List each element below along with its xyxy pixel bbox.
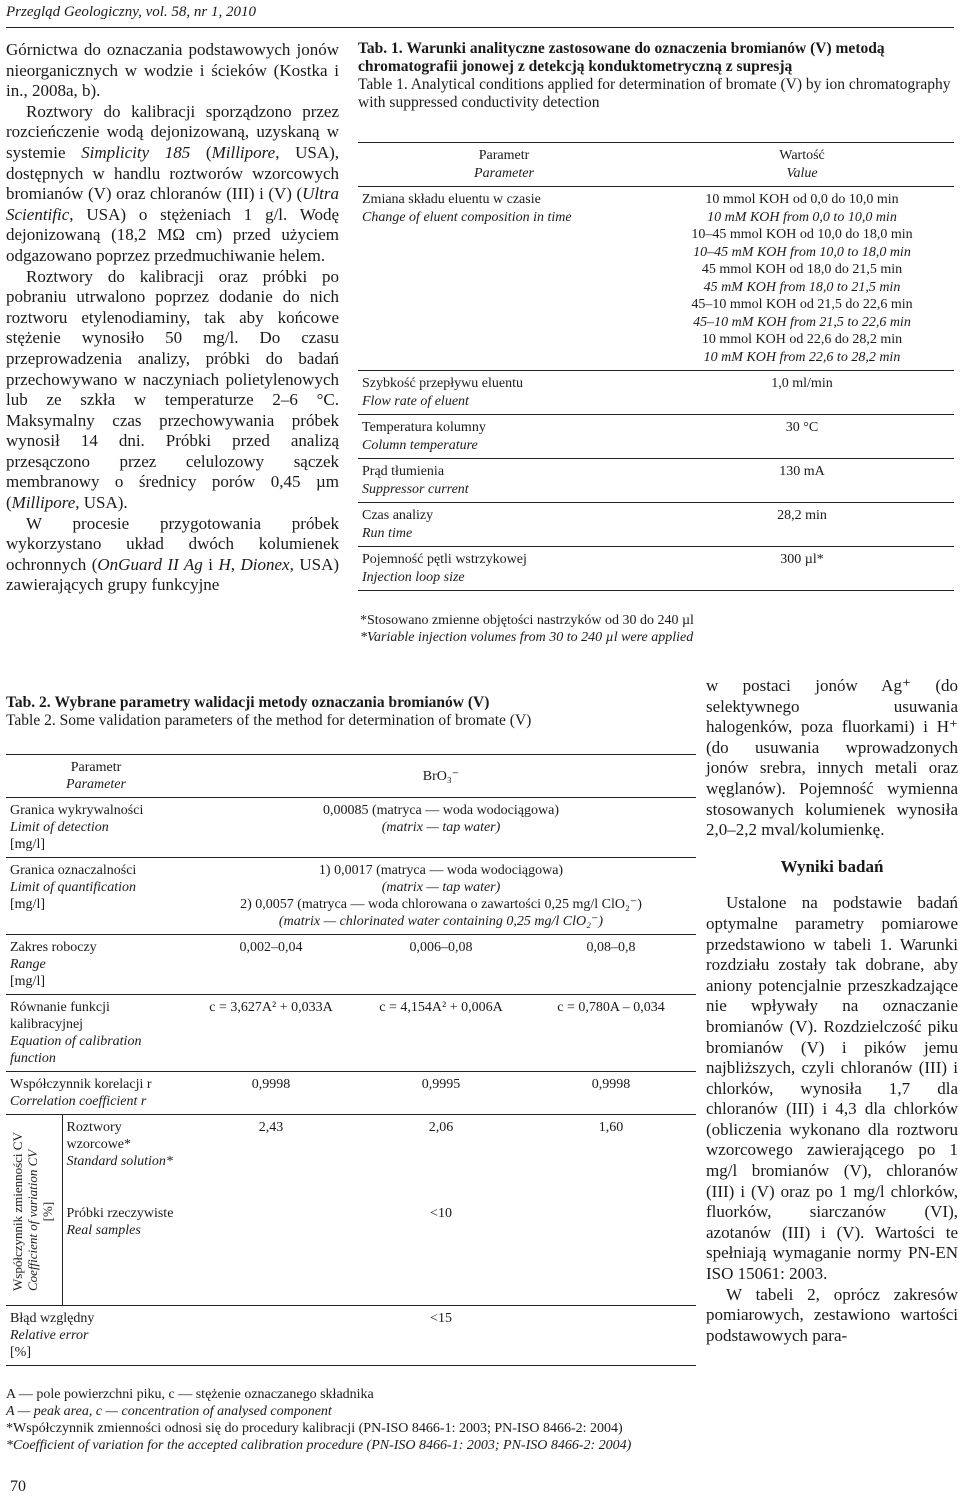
table1-param-cell	[358, 415, 650, 459]
table1-row	[358, 371, 954, 415]
journal-header: Przegląd Geologiczny, vol. 58, nr 1, 2010	[6, 4, 256, 20]
caption-text-pl: Wybrane parametry walidacji metody oznaczania bromianów (V)	[54, 694, 490, 711]
paragraph: Ustalone na podstawie badań optymalne parametry pomiarowe przedstawiono w tabeli 1. Warunki rozdziału zostały tak dobrane, aby aniony potencjalnie przeszkadzające nie wpływały na oznaczanie bromianów (V). Rozdzielczość piku bromianów (V) i pików jemu najbliższych, czyli chloranów (III) i chlorków, wynosiła 1,7 dla chloranów (III) i 4,3 dla chlorków (obliczenia wykonano dla roztworu wzorcowego zawierającego po 1 mg/l bromianów (V), chloranów (III) i (V) oraz po 1 mg/l chlorków, fluorków, siarczanów (VI), azotanów (III) i (V). Wartości te spełniają wymaganie normy PN-EN ISO 15061: 2003.	[706, 893, 958, 1284]
table2-row-correlation	[6, 1072, 696, 1115]
footnote-pl: *Stosowano zmienne objętości nastrzyków od 30 do 240 µl	[360, 613, 694, 628]
paragraph: w postaci jonów Ag⁺ (do selektywnego usuwania halogenków, poza fluorkami) i H⁺ (do usuwania wprowadzonych jonów srebra, innych metali oraz węglanów). Pojemność wymienna stosowanych kolumienek wynosiła 2,0–2,2 mval/kolumienkę.	[706, 676, 958, 840]
paragraph	[6, 102, 339, 267]
table2-value-cell: 0,9998	[591, 1077, 631, 1092]
header-rule	[6, 27, 954, 28]
table2-head-bro3: BrO₃⁻	[422, 768, 460, 784]
table1-row	[358, 187, 954, 371]
param-pl: Współczynnik korelacji r	[10, 1077, 152, 1092]
param-pl: Temperatura kolumny	[362, 420, 486, 435]
table2-row-range	[6, 935, 696, 995]
table2-value-cell: 0,08–0,8	[586, 940, 636, 955]
text-span: i	[202, 554, 219, 574]
param-en: Real samples	[66, 1223, 141, 1238]
table1-value-cell: 30 °C	[785, 420, 819, 435]
table2-value-cell: 0,006–0,08	[409, 940, 473, 955]
value-line: 10–45 mmol KOH od 10,0 do 18,0 min	[691, 227, 913, 242]
table2-row-loq	[6, 858, 696, 935]
paragraph	[6, 267, 339, 514]
caption-text-pl: Warunki analityczne zastosowane do oznaczenia bromianów (V) metodą chromatografii jonowej z detekcją konduktometryczną z supresją	[358, 40, 885, 75]
footnote-en: *Variable injection volumes from 30 to 240 µl were applied	[360, 630, 694, 645]
table1-row	[358, 503, 954, 547]
table2-value-cell	[186, 858, 696, 935]
text-span: ,	[230, 554, 241, 574]
text-span-italic: Ultra Scientific	[6, 184, 339, 224]
text-span: Roztwory do kalibracji sporządzono przez rozcieńczenie wodą dejonizowaną, uzyskaną w systemie	[6, 101, 339, 162]
table1-head-param	[358, 143, 650, 187]
table2-param-cell	[6, 858, 186, 935]
table2-value-cell: c = 4,154A² + 0,006A	[379, 1000, 503, 1015]
table1-value-cell	[650, 187, 954, 371]
param-en: Injection loop size	[362, 569, 465, 585]
table1-head-value	[650, 143, 954, 187]
table2-row-equation	[6, 995, 696, 1072]
value-pl: 2) 0,0057 (matryca — woda chlorowana o zawartości 0,25 mg/l ClO₂⁻)	[240, 897, 642, 912]
table2-caption-pl	[6, 694, 696, 712]
table1-row	[358, 415, 954, 459]
table2-value-cell: c = 3,627A² + 0,033A	[209, 1000, 333, 1015]
caption-label: Tab. 1.	[358, 40, 403, 57]
param-pl: Próbki rzeczywiste	[66, 1206, 174, 1221]
table2-value-cell: c = 0,780A – 0,034	[557, 1000, 665, 1015]
table1-footnote	[360, 612, 956, 646]
text-span-italic: Simplicity 185	[81, 142, 191, 162]
param-en: Suppressor current	[362, 481, 469, 497]
table2-cv-vertical-cell	[6, 1115, 62, 1306]
text-span: W procesie przygotowania próbek wykorzystano układ dwóch kolumienek ochronnych (	[6, 513, 339, 574]
value-en: (matrix — tap water)	[381, 880, 501, 895]
param-unit: [mg/l]	[10, 897, 45, 912]
table1-value-cell: 1,0 ml/min	[771, 376, 833, 391]
text-span: (	[190, 142, 212, 162]
table2-caption	[6, 694, 696, 730]
table1-value-cell: 300 µl*	[780, 552, 824, 567]
param-unit: [mg/l]	[10, 974, 45, 989]
table2-value-cell: <10	[430, 1206, 452, 1221]
head-en: Parameter	[474, 165, 534, 181]
text-span: , USA), dostępnych w handlu roztworów wzorcowych bromianów (V) oraz chloranów (III) i (V) (	[6, 142, 340, 204]
param-pl: Błąd względny	[10, 1311, 95, 1326]
table1-param-cell	[358, 547, 650, 591]
text-span-italic: Millipore	[211, 142, 276, 162]
text-span: Roztwory do kalibracji oraz próbki po pobraniu utrwalono poprzez dodanie do nich roztworu etylenodiaminy, tak aby końcowe stężenie wynosiło 50 mg/l. Do czasu przeprowadzenia analizy, próbki do badań przechowywano w naczyniach polietylenowych lub ze szkła w temperaturze 2–6 °C. Maksymalny czas przechowywania próbek wynosił 14 dni. Próbki przed analizą przesączono przez celulozowy sączek membranowy o średnicy porów 0,45 µm (	[6, 266, 339, 513]
value-line: 10–45 mM KOH from 10,0 to 18,0 min	[693, 244, 911, 260]
note-line: *Coefficient of variation for the accepted calibration procedure (PN-ISO 8466-1: 2003; PN-ISO 8466-2: 2004)	[6, 1438, 632, 1453]
param-unit: [%]	[10, 1345, 31, 1360]
value-line: 45 mM KOH from 18,0 to 21,5 min	[703, 279, 901, 295]
table2-param-cell	[6, 995, 186, 1072]
table2-param-cell	[6, 798, 186, 858]
table2-param-cell	[6, 1072, 186, 1115]
table2-row-lod	[6, 798, 696, 858]
table2-value-cell	[186, 798, 696, 858]
section-heading: Wyniki badań	[780, 856, 884, 876]
param-pl: Zmiana składu eluentu w czasie	[362, 192, 541, 207]
value-line: 45 mmol KOH od 18,0 do 21,5 min	[701, 262, 903, 277]
head-en: Value	[786, 165, 818, 181]
table1-param-cell	[358, 187, 650, 371]
table2-head-param	[6, 755, 186, 798]
paragraph: W tabeli 2, oprócz zakresów pomiarowych, zestawiono wartości podstawowych para-	[706, 1284, 958, 1345]
param-pl: Pojemność pętli wstrzykowej	[362, 552, 527, 567]
page-number: 70	[10, 1478, 26, 1495]
table1	[358, 142, 954, 591]
param-pl: Szybkość przepływu eluentu	[362, 376, 523, 391]
param-en: Flow rate of eluent	[362, 393, 469, 409]
table2-value-cell: <15	[430, 1311, 452, 1326]
param-en: Relative error	[10, 1328, 89, 1343]
left-column-text	[6, 40, 339, 596]
text-span-italic: Dionex	[240, 554, 290, 574]
value-pl: 0,00085 (matryca — woda wodociągowa)	[323, 803, 559, 818]
table1-value-cell: 130 mA	[779, 464, 825, 479]
value-pl: 1) 0,0017 (matryca — woda wodociągowa)	[318, 863, 564, 878]
table1-param-cell	[358, 503, 650, 547]
param-pl: Prąd tłumienia	[362, 464, 445, 479]
table2-value-cell: 0,002–0,04	[239, 940, 303, 955]
table2-row-cv-real	[6, 1201, 696, 1306]
table1-row	[358, 459, 954, 503]
table2-notes	[6, 1386, 702, 1454]
value-line: 10 mM KOH from 0,0 to 10,0 min	[707, 209, 897, 225]
value-line: 45–10 mmol KOH od 21,5 do 22,6 min	[691, 297, 913, 312]
param-pl: Zakres roboczy	[10, 940, 97, 955]
table1-param-cell	[358, 371, 650, 415]
param-en: Correlation coefficient r	[10, 1094, 147, 1109]
value-line: 45–10 mM KOH from 21,5 to 22,6 min	[693, 314, 911, 330]
table2-value-cell: 2,43	[258, 1120, 284, 1135]
table1-row	[358, 547, 954, 591]
param-pl: Równanie funkcji kalibracyjnej	[10, 1000, 110, 1032]
table2-caption-en: Table 2. Some validation parameters of the method for determination of bromate (V)	[6, 712, 532, 729]
table2-value-cell: 0,9995	[421, 1077, 461, 1092]
table1-caption	[358, 40, 954, 112]
head-en: Parameter	[66, 777, 126, 792]
text-span: , USA).	[75, 493, 128, 513]
table1-value-cell: 28,2 min	[777, 508, 827, 523]
table1-caption-pl	[358, 40, 954, 76]
table1-caption-en: Table 1. Analytical conditions applied for determination of bromate (V) by ion chromatography with suppressed conductivity detection	[358, 76, 951, 111]
head-pl: Parametr	[70, 760, 122, 775]
value-line: 10 mmol KOH od 22,6 do 28,2 min	[701, 332, 903, 347]
param-en: Run time	[362, 525, 413, 541]
param-en: Change of eluent composition in time	[362, 209, 572, 225]
table2-param-cell	[6, 1306, 186, 1366]
caption-label: Tab. 2.	[6, 694, 51, 711]
value-en: (matrix — tap water)	[381, 820, 501, 835]
param-pl: Czas analizy	[362, 508, 434, 523]
value-line: 10 mM KOH from 22,6 to 28,2 min	[703, 349, 901, 365]
text-span: , USA) o stężeniach 1 g/l. Wodę dejonizowaną (18,2 MΩ cm) przed użyciem odgazowano poprzez przedmuchiwanie helem.	[6, 204, 339, 265]
head-pl: Parametr	[478, 148, 530, 163]
param-en: Range	[10, 957, 46, 972]
cv-label-en: Coefficient of variation CV	[25, 1149, 40, 1291]
note-line: A — peak area, c — concentration of analysed component	[6, 1404, 332, 1419]
value-en: (matrix — chlorinated water containing 0,25 mg/l ClO₂⁻)	[278, 914, 604, 929]
table2-param-cell	[62, 1201, 186, 1306]
cv-label-unit: [%]	[40, 1201, 55, 1222]
table2-header-row	[6, 755, 696, 798]
text-span-italic: H	[218, 554, 231, 574]
table1-param-cell	[358, 459, 650, 503]
cv-vertical-label	[10, 1132, 55, 1291]
param-en: Equation of calibration function	[10, 1034, 142, 1066]
head-pl: Wartość	[779, 148, 825, 163]
table2-value-cell: 0,9998	[251, 1077, 291, 1092]
table2-row-error	[6, 1306, 696, 1366]
param-en: Column temperature	[362, 437, 478, 453]
text-span-italic: OnGuard II Ag	[97, 554, 203, 574]
param-pl: Granica oznaczalności	[10, 863, 137, 878]
text-span-italic: Millipore	[11, 493, 76, 513]
table2-value-cell: 2,06	[428, 1120, 454, 1135]
cv-label-pl: Współczynnik zmienności CV	[10, 1132, 25, 1291]
param-unit: [mg/l]	[10, 837, 45, 852]
param-en: Limit of detection	[10, 820, 109, 835]
table1-header-row	[358, 143, 954, 187]
note-line: A — pole powierzchni piku, c — stężenie oznaczanego składnika	[6, 1387, 374, 1402]
table2-row-cv-standard	[6, 1115, 696, 1202]
param-en: Standard solution*	[66, 1154, 173, 1169]
text-span: , USA) zawierających grupy funkcyjne	[6, 554, 340, 595]
table2-param-cell	[6, 935, 186, 995]
note-line: *Współczynnik zmienności odnosi się do procedury kalibracji (PN-ISO 8466-1: 2003; PN-ISO 8466-2: 2004)	[6, 1421, 623, 1436]
param-pl: Granica wykrywalności	[10, 803, 144, 818]
table2	[6, 754, 696, 1366]
table2-value-cell: 1,60	[598, 1120, 624, 1135]
right-column-text	[706, 676, 958, 1346]
paragraph: Górnictwa do oznaczania podstawowych jonów nieorganicznych w wodzie i ścieków (Kostka i in., 2008a, b).	[6, 40, 339, 101]
paragraph	[6, 514, 339, 596]
param-en: Limit of quantification	[10, 880, 137, 895]
value-line: 10 mmol KOH od 0,0 do 10,0 min	[705, 192, 899, 207]
param-pl: Roztwory wzorcowe*	[66, 1120, 132, 1152]
table2-param-cell	[62, 1115, 186, 1202]
